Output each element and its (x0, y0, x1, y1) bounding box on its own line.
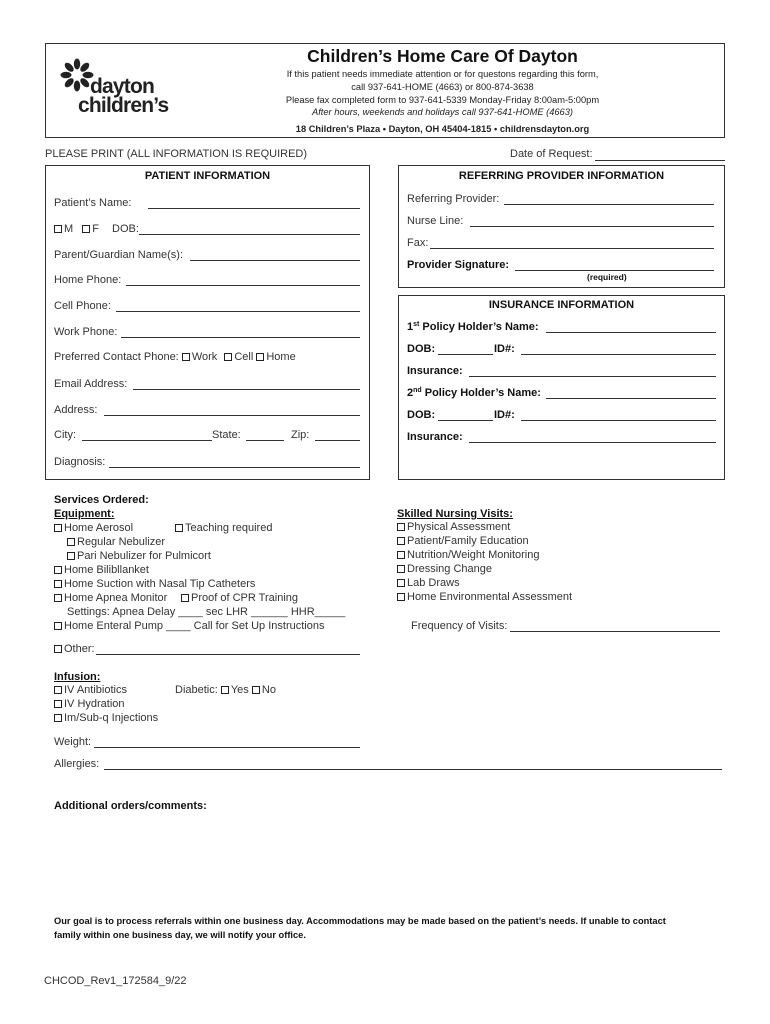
im-subq-label: Im/Sub-q Injections (64, 712, 159, 724)
logo-text-childrens: children’s (78, 94, 169, 117)
suction-label: Home Suction with Nasal Tip Catheters (64, 578, 256, 590)
header-address: 18 Children’s Plaza • Dayton, OH 45404-1815 • childrensdayton.org (295, 124, 590, 134)
date-of-request-label: Date of Request: (510, 148, 593, 160)
provider-signature-field[interactable] (515, 270, 714, 271)
policy2-name-label (407, 387, 541, 399)
date-of-request-field[interactable] (595, 160, 725, 161)
header-after-hours-line: After hours, weekends and holidays call 937-641-HOME (4663) (312, 107, 573, 117)
cpr-training-label: Proof of CPR Training (191, 592, 298, 604)
nursing-item-label: Dressing Change (407, 563, 492, 575)
home-aerosol-item (54, 522, 133, 534)
iv-hydration-checkbox[interactable] (54, 700, 62, 708)
email-label: Email Address: (54, 378, 128, 390)
policy2-label-text: Policy Holder’s Name: (424, 387, 541, 399)
email-field[interactable] (133, 389, 360, 390)
dayton-childrens-logo (60, 55, 170, 117)
policy1-name-label (407, 321, 539, 333)
male-label: M (64, 223, 74, 235)
nurse-line-field[interactable] (470, 226, 714, 227)
policy2-id-label: ID#: (494, 409, 515, 421)
patient-info-box (45, 165, 370, 480)
diabetic-yes-checkbox[interactable] (221, 686, 229, 694)
pari-nebulizer-item (67, 550, 211, 562)
referring-provider-field[interactable] (504, 204, 714, 205)
referring-provider-label: Referring Provider: (407, 193, 500, 205)
frequency-label: Frequency of Visits: (411, 620, 508, 632)
policy2-dob-field[interactable] (438, 420, 493, 421)
insurance-info-title: INSURANCE INFORMATION (488, 299, 635, 311)
regular-nebulizer-checkbox[interactable] (67, 538, 75, 546)
zip-label: Zip: (291, 429, 310, 441)
allergies-label: Allergies: (54, 758, 100, 770)
form-revision-code: CHCOD_Rev1_172584_9/22 (44, 975, 187, 987)
additional-comments-label: Additional orders/comments: (54, 800, 207, 812)
fax-field[interactable] (430, 248, 714, 249)
diabetic-row (175, 684, 276, 696)
policy1-dob-label: DOB: (407, 343, 436, 355)
nursing-item-label: Physical Assessment (407, 521, 511, 533)
nursing-checkbox[interactable] (397, 579, 405, 587)
nursing-item-label: Home Environmental Assessment (407, 591, 573, 603)
nursing-item (397, 521, 510, 533)
print-instructions: PLEASE PRINT (ALL INFORMATION IS REQUIRED) (45, 148, 308, 160)
diagnosis-field[interactable] (109, 467, 360, 468)
female-label: F (92, 223, 99, 235)
policy1-insurance-field[interactable] (469, 376, 716, 377)
goal-line-1: Our goal is to process referrals within one business day. Accommodations may be made based on the patient’s needs. If unable to contact (54, 916, 666, 926)
teaching-checkbox[interactable] (175, 524, 183, 532)
skilled-nursing-heading: Skilled Nursing Visits: (397, 508, 513, 520)
iv-antibiotics-label: IV Antibiotics (64, 684, 127, 696)
teaching-item (175, 522, 272, 534)
work-phone-field[interactable] (121, 337, 360, 338)
signature-required-note: (required) (587, 272, 627, 282)
weight-label: Weight: (54, 736, 92, 748)
nursing-checkbox[interactable] (397, 523, 405, 531)
other-label: Other: (64, 643, 95, 655)
goal-line-2: family within one business day, we will notify your office. (54, 930, 306, 940)
bilibllanket-item (54, 564, 149, 576)
infusion-heading: Infusion: (54, 671, 101, 683)
diabetic-yes-label: Yes (230, 684, 249, 696)
guardian-label: Parent/Guardian Name(s): (54, 249, 183, 261)
im-subq-checkbox[interactable] (54, 714, 62, 722)
bilibllanket-label: Home Bilibllanket (64, 564, 149, 576)
preferred-contact-label: Preferred Contact Phone: (54, 351, 179, 363)
bilibllanket-checkbox[interactable] (54, 566, 62, 574)
female-checkbox[interactable] (82, 225, 90, 233)
male-checkbox[interactable] (54, 225, 62, 233)
nursing-item-label: Patient/Family Education (407, 535, 529, 547)
policy2-id-field[interactable] (521, 420, 716, 421)
patient-info-title: PATIENT INFORMATION (144, 170, 271, 182)
enteral-pump-item (54, 620, 324, 632)
state-field[interactable] (246, 440, 284, 441)
pari-nebulizer-label: Pari Nebulizer for Pulmicort (77, 550, 211, 562)
other-field[interactable] (96, 654, 360, 655)
policy1-id-field[interactable] (521, 354, 716, 355)
policy1-dob-field[interactable] (438, 354, 493, 355)
policy1-ordinal: st (413, 321, 420, 328)
policy1-insurance-label: Insurance: (407, 365, 463, 377)
iv-antibiotics-item (54, 684, 127, 696)
cpr-training-item (181, 592, 298, 604)
sex-dob-row (54, 223, 139, 235)
nurse-line-label: Nurse Line: (407, 215, 464, 227)
allergies-field[interactable] (104, 769, 722, 770)
weight-field[interactable] (94, 747, 360, 748)
header-fax-line: Please fax completed form to 937-641-5339 Monday-Friday 8:00am-5:00pm (285, 95, 600, 105)
nursing-item (397, 591, 572, 603)
diabetic-no-checkbox[interactable] (252, 686, 260, 694)
suction-checkbox[interactable] (54, 580, 62, 588)
policy2-dob-label: DOB: (407, 409, 436, 421)
apnea-settings-line: Settings: Apnea Delay ____ sec LHR ______ HHR_____ (67, 606, 346, 618)
diabetic-label: Diabetic: (175, 684, 218, 696)
nursing-checkbox[interactable] (397, 565, 405, 573)
other-item (54, 643, 95, 655)
nursing-item-label: Lab Draws (407, 577, 460, 589)
pref-cell-label: Cell (234, 351, 254, 363)
patient-name-field[interactable] (148, 208, 360, 209)
additional-comments-area[interactable] (54, 815, 719, 910)
logo-text-dayton: dayton (90, 75, 155, 98)
header-contact-line-2: call 937-641-HOME (4663) or 800-874-3638 (351, 82, 534, 92)
policy2-number: 2 (407, 387, 414, 399)
policy1-id-label: ID#: (494, 343, 515, 355)
cell-phone-field[interactable] (116, 311, 360, 312)
fax-label: Fax: (407, 237, 429, 249)
teaching-label: Teaching required (185, 522, 273, 534)
starburst-icon (60, 58, 94, 92)
iv-antibiotics-checkbox[interactable] (54, 686, 62, 694)
provider-info-title: REFERRING PROVIDER INFORMATION (458, 170, 665, 182)
policy2-ordinal: nd (413, 387, 422, 394)
other-checkbox[interactable] (54, 645, 62, 653)
diagnosis-label: Diagnosis: (54, 456, 106, 468)
dob-field[interactable] (139, 234, 360, 235)
iv-hydration-label: IV Hydration (64, 698, 125, 710)
home-phone-field[interactable] (126, 285, 360, 286)
cpr-training-checkbox[interactable] (181, 594, 189, 602)
policy1-label-text: Policy Holder’s Name: (422, 321, 539, 333)
regular-nebulizer-item (67, 536, 165, 548)
suction-item (54, 578, 255, 590)
city-field[interactable] (82, 440, 212, 441)
nursing-item (397, 535, 529, 547)
apnea-monitor-label: Home Apnea Monitor (64, 592, 168, 604)
pref-cell-checkbox[interactable] (224, 353, 232, 361)
nursing-item-label: Nutrition/Weight Monitoring (407, 549, 540, 561)
nursing-checkbox[interactable] (397, 551, 405, 559)
pref-work-checkbox[interactable] (182, 353, 190, 361)
policy1-name-field[interactable] (546, 332, 716, 333)
nursing-item (397, 563, 492, 575)
header-contact-line-1: If this patient needs immediate attention or for questons regarding this form, (286, 69, 599, 79)
preferred-contact-row (54, 351, 296, 363)
guardian-field[interactable] (190, 260, 360, 261)
enteral-pump-checkbox[interactable] (54, 622, 62, 630)
patient-name-label: Patient’s Name: (54, 197, 132, 209)
apnea-monitor-checkbox[interactable] (54, 594, 62, 602)
policy2-insurance-field[interactable] (469, 442, 716, 443)
apnea-monitor-item (54, 592, 167, 604)
diabetic-no-label: No (261, 684, 276, 696)
nursing-checkbox[interactable] (397, 593, 405, 601)
state-label: State: (212, 429, 241, 441)
pref-home-checkbox[interactable] (256, 353, 264, 361)
regular-nebulizer-label: Regular Nebulizer (77, 536, 166, 548)
address-label: Address: (54, 404, 98, 416)
provider-signature-label: Provider Signature: (407, 259, 510, 271)
home-aerosol-label: Home Aerosol (64, 522, 134, 534)
form-title: Children’s Home Care Of Dayton (307, 46, 578, 66)
im-subq-item (54, 712, 158, 724)
home-aerosol-checkbox[interactable] (54, 524, 62, 532)
zip-field[interactable] (315, 440, 360, 441)
city-label: City: (54, 429, 76, 441)
pari-nebulizer-checkbox[interactable] (67, 552, 75, 560)
policy1-number: 1 (407, 321, 414, 333)
pref-home-label: Home (266, 351, 296, 363)
enteral-pump-label: Home Enteral Pump ____ Call for Set Up Instructions (64, 620, 325, 632)
equipment-heading: Equipment: (54, 508, 115, 520)
services-ordered-title: Services Ordered: (54, 494, 149, 506)
home-phone-label: Home Phone: (54, 274, 122, 286)
dob-label: DOB: (112, 223, 139, 235)
policy2-name-field[interactable] (546, 398, 716, 399)
nursing-item (397, 549, 539, 561)
policy2-insurance-label: Insurance: (407, 431, 463, 443)
work-phone-label: Work Phone: (54, 326, 118, 338)
frequency-field[interactable] (510, 631, 720, 632)
nursing-checkbox[interactable] (397, 537, 405, 545)
pref-work-label: Work (191, 351, 218, 363)
iv-hydration-item (54, 698, 125, 710)
cell-phone-label: Cell Phone: (54, 300, 111, 312)
nursing-item (397, 577, 460, 589)
address-field[interactable] (104, 415, 360, 416)
